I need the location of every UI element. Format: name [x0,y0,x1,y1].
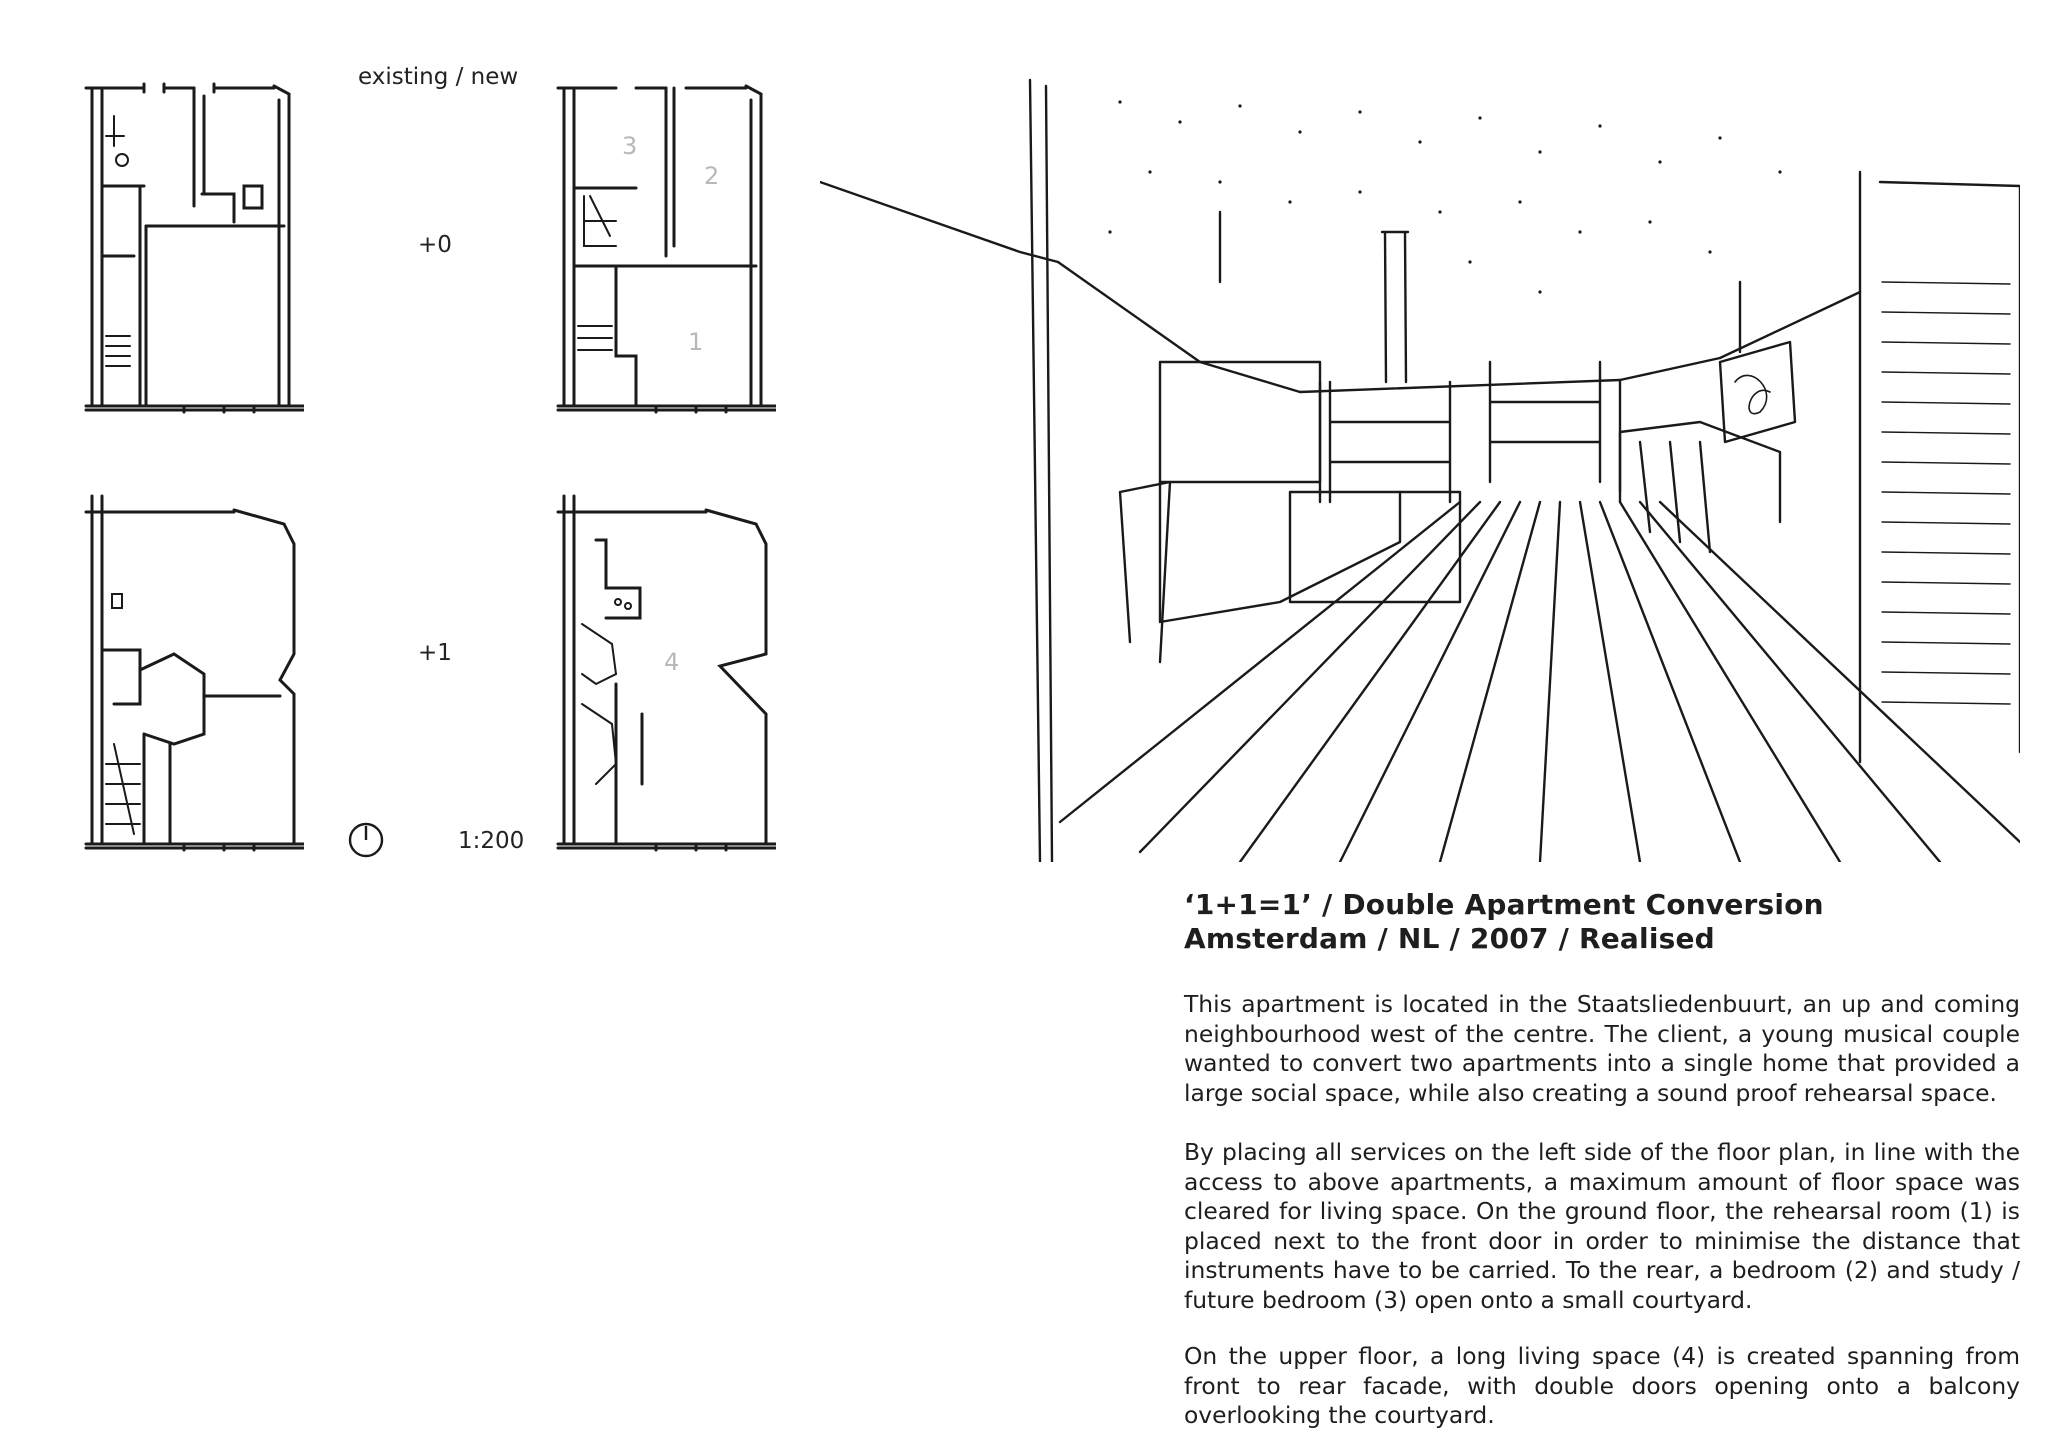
room-number-3: 3 [622,132,638,160]
level-upper-label: +1 [418,640,452,666]
project-title: ‘1+1=1’ / Double Apartment Conversion [1184,888,1824,921]
north-arrow-icon [348,822,384,862]
plan-legend: existing / new [358,64,519,90]
interior-perspective-sketch [820,62,2020,866]
plan-existing-upper [84,484,304,854]
scale-label: 1:200 [458,828,525,854]
plan-new-ground [556,76,776,416]
room-number-1: 1 [688,328,704,356]
description-paragraph-1: This apartment is located in the Staatsliedenbuurt, an up and coming neighbourhood west of the centre. The client, a young musical couple wanted to convert two apartments into a single home that provided a large social space, while also creating a sound proof rehearsal space. [1184,990,2020,1107]
room-number-2: 2 [704,162,720,190]
room-number-4: 4 [664,648,680,676]
plan-existing-ground [84,76,304,416]
description-paragraph-2: By placing all services on the left side of the floor plan, in line with the access to above apartments, a maximum amount of floor space was cleared for living space. On the ground floor, the rehearsal room (1) is placed next to the front door in order to minimise the distance that instruments have to be carried. To the rear, a bedroom (2) and study / future bedroom (3) open onto a small courtyard. [1184,1138,2020,1314]
level-ground-label: +0 [418,232,452,258]
project-subtitle: Amsterdam / NL / 2007 / Realised [1184,922,1715,955]
description-paragraph-3: On the upper floor, a long living space (4) is created spanning from front to rear facade, with double doors opening onto a balcony overlooking the courtyard. [1184,1342,2020,1430]
